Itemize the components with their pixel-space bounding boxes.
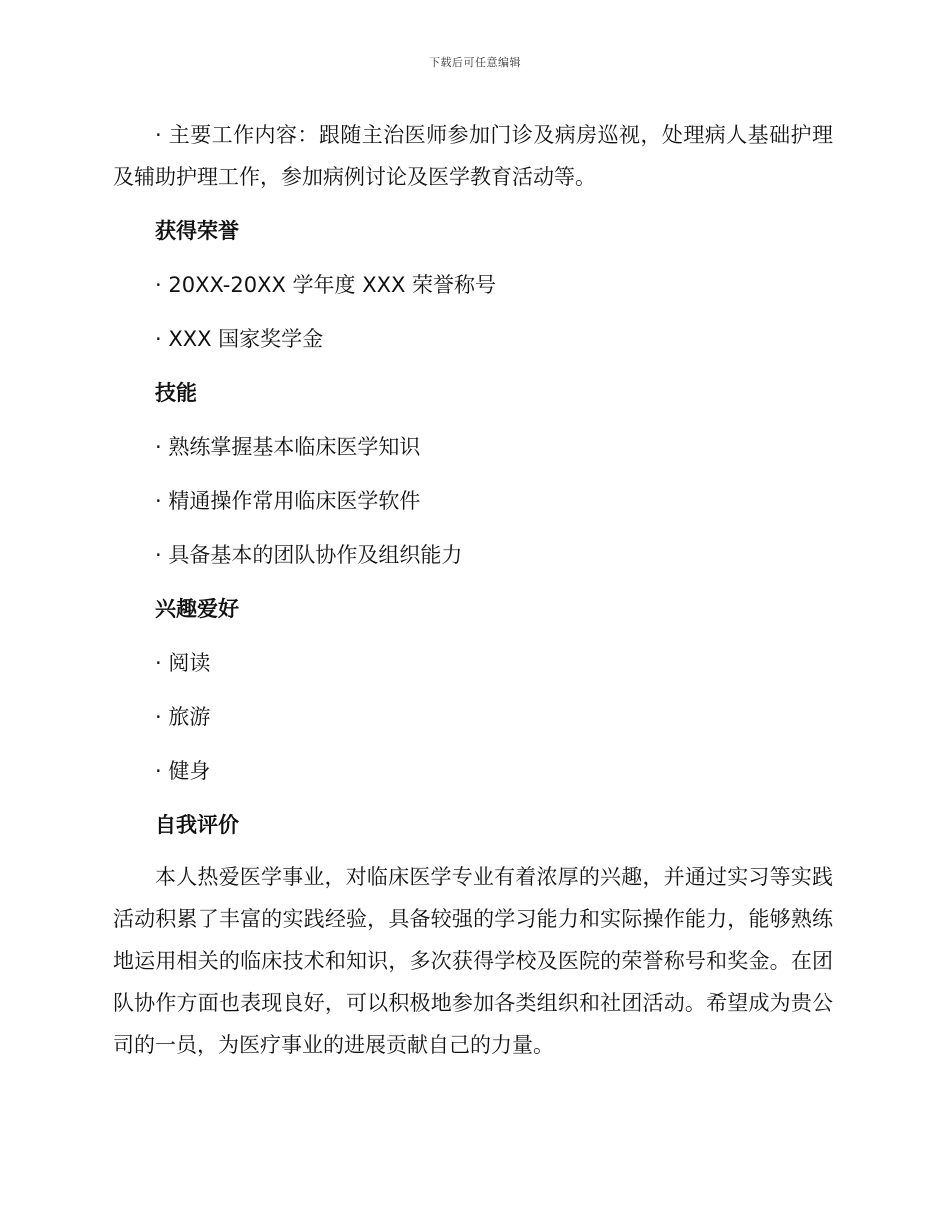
hobby-item: · 阅读 xyxy=(155,651,211,675)
hobby-item: · 健身 xyxy=(155,759,211,783)
self-eval-heading: 自我评价 xyxy=(155,813,239,837)
work-content-paragraph: · 主要工作内容：跟随主治医师参加门诊及病房巡视，处理病人基础护理及辅助护理工作，参加病例讨论及医学教育活动等。 xyxy=(113,123,833,189)
honor-item: · XXX 国家奖学金 xyxy=(155,327,324,351)
honor-item: · 20XX-20XX 学年度 XXX 荣誉称号 xyxy=(155,273,497,297)
skill-item: · 具备基本的团队协作及组织能力 xyxy=(155,543,463,567)
hobbies-heading: 兴趣爱好 xyxy=(155,597,239,621)
header-note: 下载后可任意编辑 xyxy=(429,56,521,69)
honors-heading: 获得荣誉 xyxy=(155,219,239,243)
skill-item: · 熟练掌握基本临床医学知识 xyxy=(155,435,421,459)
document-body xyxy=(113,114,833,1066)
self-eval-paragraph: 本人热爱医学事业，对临床医学专业有着浓厚的兴趣，并通过实习等实践活动积累了丰富的实践经验，具备较强的学习能力和实际操作能力，能够熟练地运用相关的临床技术和知识，多次获得学校及医院的荣誉称号和奖金。在团队协作方面也表现良好，可以积极地参加各类组织和社团活动。希望成为贵公司的一员，为医疗事业的进展贡献自己的力量。 xyxy=(113,865,833,1057)
skills-heading: 技能 xyxy=(155,381,197,405)
hobby-item: · 旅游 xyxy=(155,705,211,729)
skill-item: · 精通操作常用临床医学软件 xyxy=(155,489,421,513)
